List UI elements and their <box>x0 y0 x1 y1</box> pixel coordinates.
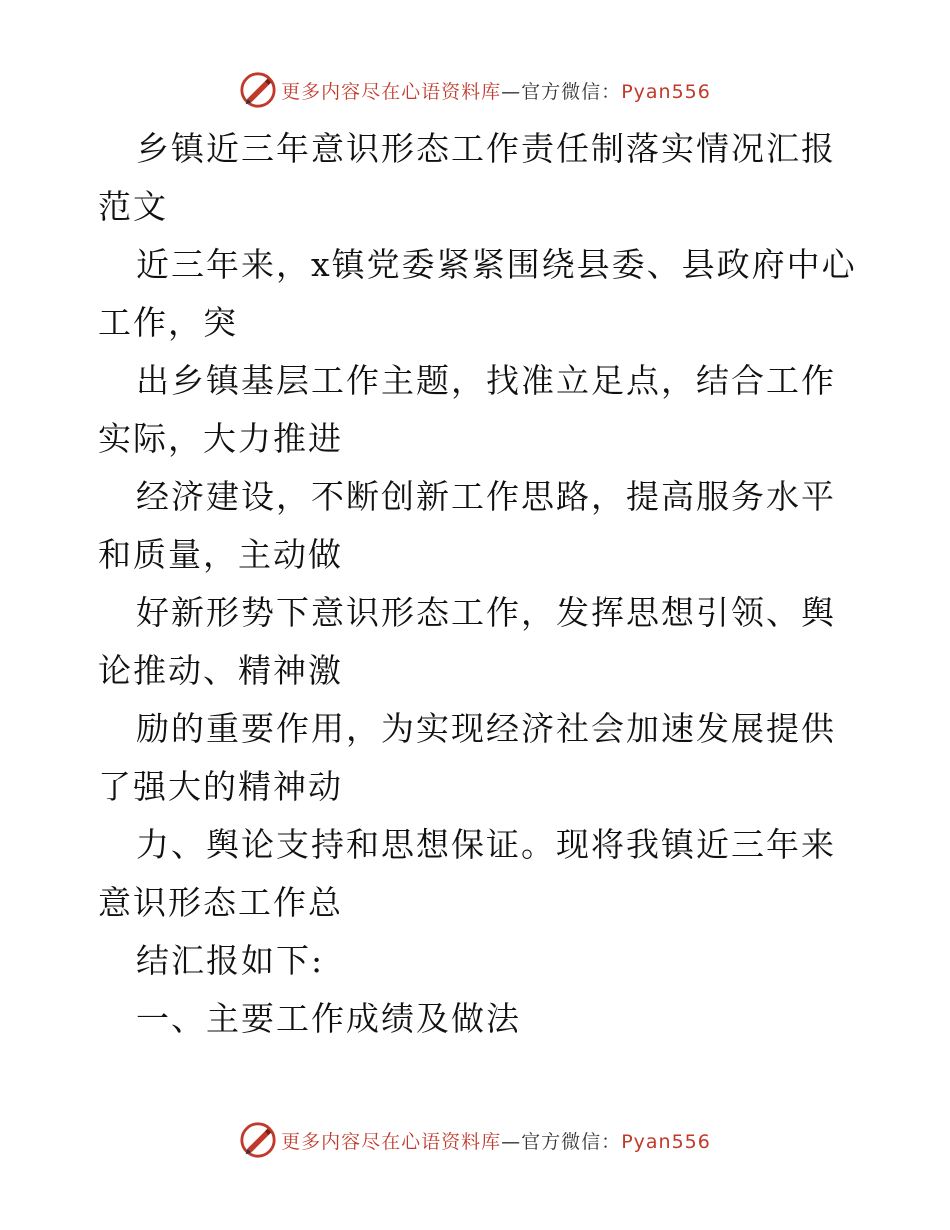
paragraph: 励的重要作用，为实现经济社会加速发展提供了强大的精神动 <box>98 709 836 806</box>
paragraph: 出乡镇基层工作主题，找准立足点，结合工作实际，大力推进 <box>98 361 836 458</box>
watermark-site: 更多内容尽在心语资料库 <box>281 1130 502 1153</box>
pen-logo-icon <box>239 1121 277 1159</box>
header-watermark <box>0 68 950 112</box>
section-heading: 一、主要工作成绩及做法 <box>136 999 521 1038</box>
paragraph: 好新形势下意识形态工作，发挥思想引领、舆论推动、精神激 <box>98 593 836 690</box>
paragraph: 结汇报如下: <box>136 941 325 980</box>
document-body <box>98 120 858 1048</box>
watermark-label: 官方微信： <box>521 1130 622 1153</box>
watermark-dash: — <box>501 80 522 103</box>
watermark-wechat-id: Pyan556 <box>621 80 711 103</box>
watermark-site: 更多内容尽在心语资料库 <box>281 80 502 103</box>
footer-watermark <box>0 1118 950 1162</box>
watermark-wechat-id: Pyan556 <box>621 1130 711 1153</box>
watermark-label: 官方微信： <box>521 80 622 103</box>
paragraph: 近三年来，x镇党委紧紧围绕县委、县政府中心工作，突 <box>98 245 857 342</box>
paragraph: 力、舆论支持和思想保证。现将我镇近三年来意识形态工作总 <box>98 825 836 922</box>
watermark-dash: — <box>501 1130 522 1153</box>
document-title: 乡镇近三年意识形态工作责任制落实情况汇报范文 <box>98 129 836 226</box>
pen-logo-icon <box>239 71 277 109</box>
paragraph: 经济建设，不断创新工作思路，提高服务水平和质量，主动做 <box>98 477 836 574</box>
